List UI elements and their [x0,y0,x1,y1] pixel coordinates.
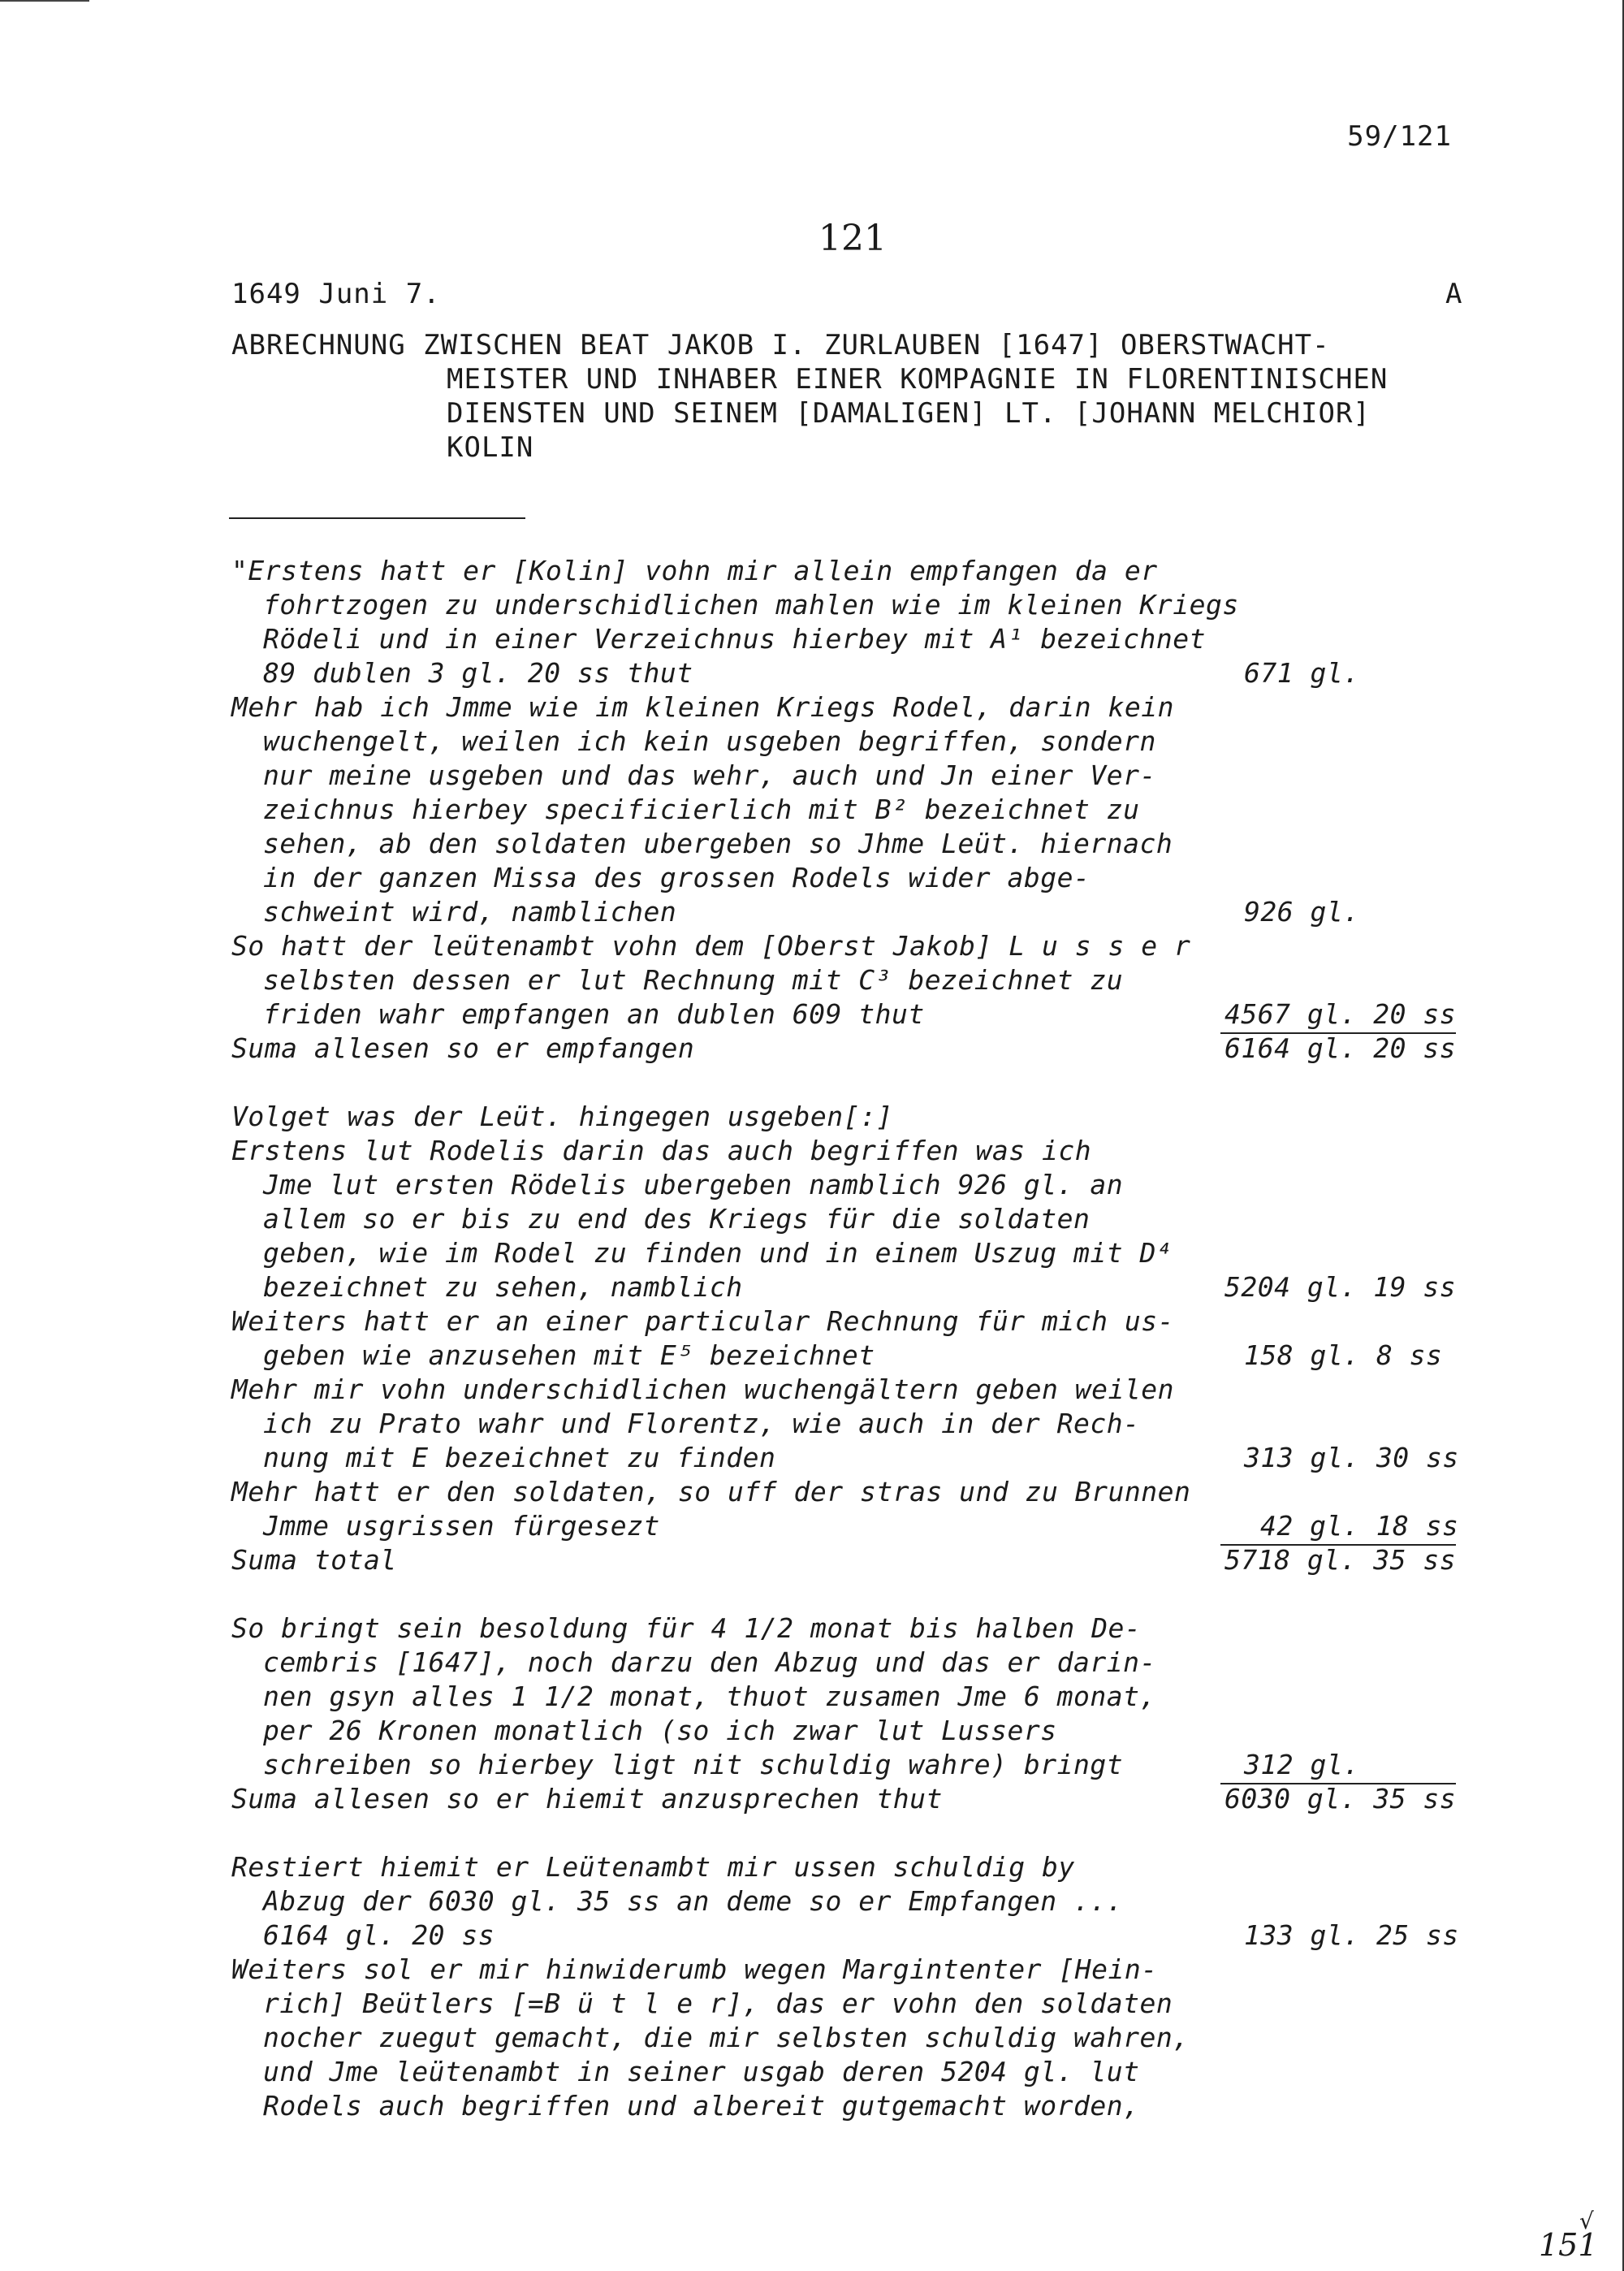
document-number: 121 [818,218,887,259]
body-line: Suma allesen so er empfangen [231,1032,695,1064]
body-line: Suma total [231,1544,397,1576]
top-edge-mark [0,0,89,5]
amount: 4567 gl. 20 ss [1224,998,1457,1030]
heading-line: KOLIN [447,431,534,464]
body-line: Mehr mir vohn underschidlichen wuchengältern geben weilen [231,1373,1174,1405]
body-line: geben, wie im Rodel zu finden und in einem Uszug mit D⁴ [263,1237,1173,1269]
body-line: in der ganzen Missa des grossen Rodels wider abge- [263,862,1091,893]
body-line: wuchengelt, weilen ich kein usgeben begriffen, sondern [263,725,1156,757]
amount-total: 6030 gl. 35 ss [1224,1783,1457,1815]
body-line: allem so er bis zu end des Kriegs für die soldaten [263,1203,1091,1235]
body-line: und Jme leütenambt in seiner usgab deren 5204 gl. lut [263,2056,1140,2087]
amount: 158 gl. 8 ss [1244,1339,1443,1371]
body-line: friden wahr empfangen an dublen 609 thut [263,998,925,1030]
body-line: nen gsyn alles 1 1/2 monat, thuot zusamen Jme 6 monat, [263,1681,1156,1712]
body-line: Rodels auch begriffen und albereit gutgemacht worden, [263,2090,1140,2122]
body-line: Volget was der Leüt. hingegen usgeben[:] [231,1101,893,1132]
body-line: ich zu Prato wahr und Florentz, wie auch in der Rech- [263,1408,1140,1439]
body-line: Abzug der 6030 gl. 35 ss an deme so er Empfangen ... [263,1885,1124,1917]
body-line: Jmme usgrissen fürgesezt [263,1510,660,1542]
body-line: So hatt der leütenambt vohn dem [Oberst Jakob] L u s s e r [231,930,1191,962]
body-line: Jme lut ersten Rödelis ubergeben namblich 926 gl. an [263,1169,1124,1200]
check-mark: √ [1579,2208,1594,2234]
body-line: schweint wird, namblichen [263,896,677,928]
amount: 671 gl. [1244,657,1360,689]
body-line: zeichnus hierbey specificierlich mit B² bezeichnet zu [263,794,1140,825]
amount: 133 gl. 25 ss [1244,1919,1459,1951]
heading-line: MEISTER UND INHABER EINER KOMPAGNIE IN FLORENTINISCHEN [447,363,1389,396]
body-line: Mehr hatt er den soldaten, so uff der stras und zu Brunnen [231,1476,1191,1508]
body-line: sehen, ab den soldaten ubergeben so Jhme Leüt. hiernach [263,828,1173,859]
amount: 313 gl. 30 ss [1244,1442,1459,1473]
body-line: nur meine usgeben und das wehr, auch und Jn einer Ver- [263,759,1156,791]
body-line: cembris [1647], noch darzu den Abzug und das er darin- [263,1646,1156,1678]
heading-line: ABRECHNUNG ZWISCHEN BEAT JAKOB I. ZURLAUBEN [1647] OBERSTWACHT- [231,329,1330,361]
document-letter: A [1445,278,1463,310]
amount-total: 6164 gl. 20 ss [1224,1032,1457,1064]
body-line: geben wie anzusehen mit E⁵ bezeichnet [263,1339,875,1371]
amount: 312 gl. [1244,1749,1360,1780]
body-line: Rödeli und in einer Verzeichnus hierbey mit A¹ bezeichnet [263,623,1206,655]
body-line: bezeichnet zu sehen, namblich [263,1271,743,1303]
heading-divider [229,517,525,519]
body-line: So bringt sein besoldung für 4 1/2 monat bis halben De- [231,1612,1142,1644]
body-line: "Erstens hatt er [Kolin] vohn mir allein empfangen da er [231,555,1158,586]
folio-number: 59/121 [1347,120,1452,153]
body-line: per 26 Kronen monatlich (so ich zwar lut Lussers [263,1715,1057,1746]
body-line: Mehr hab ich Jmme wie im kleinen Kriegs Rodel, darin kein [231,691,1174,723]
heading-line: DIENSTEN UND SEINEM [DAMALIGEN] LT. [JOHANN MELCHIOR] [447,397,1371,430]
body-line: Weiters sol er mir hinwiderumb wegen Margintenter [Hein- [231,1953,1158,1985]
body-line: Restiert hiemit er Leütenambt mir ussen schuldig by [231,1851,1075,1883]
body-line: 6164 gl. 20 ss [263,1919,495,1951]
body-line: Suma allesen so er hiemit anzusprechen thut [231,1783,943,1815]
body-line: Erstens lut Rodelis darin das auch begriffen was ich [231,1135,1092,1166]
amount: 5204 gl. 19 ss [1224,1271,1457,1303]
body-line: nung mit E bezeichnet zu finden [263,1442,776,1473]
body-line: selbsten dessen er lut Rechnung mit C³ bezeichnet zu [263,964,1124,996]
body-line: 89 dublen 3 gl. 20 ss thut [263,657,693,689]
document-date: 1649 Juni 7. [231,278,441,310]
body-line: schreiben so hierbey ligt nit schuldig wahre) bringt [263,1749,1124,1780]
amount: 926 gl. [1244,896,1360,928]
handwritten-page-mark: 151 [1539,2227,1598,2263]
body-line: rich] Beütlers [=B ü t l e r], das er vohn den soldaten [263,1988,1173,2019]
amount: 42 gl. 18 ss [1260,1510,1459,1542]
amount-total: 5718 gl. 35 ss [1224,1544,1457,1576]
body-line: fohrtzogen zu underschidlichen mahlen wie im kleinen Kriegs [263,589,1239,621]
body-line: nocher zuegut gemacht, die mir selbsten schuldig wahren, [263,2022,1190,2053]
body-line: Weiters hatt er an einer particular Rechnung für mich us- [231,1305,1174,1337]
